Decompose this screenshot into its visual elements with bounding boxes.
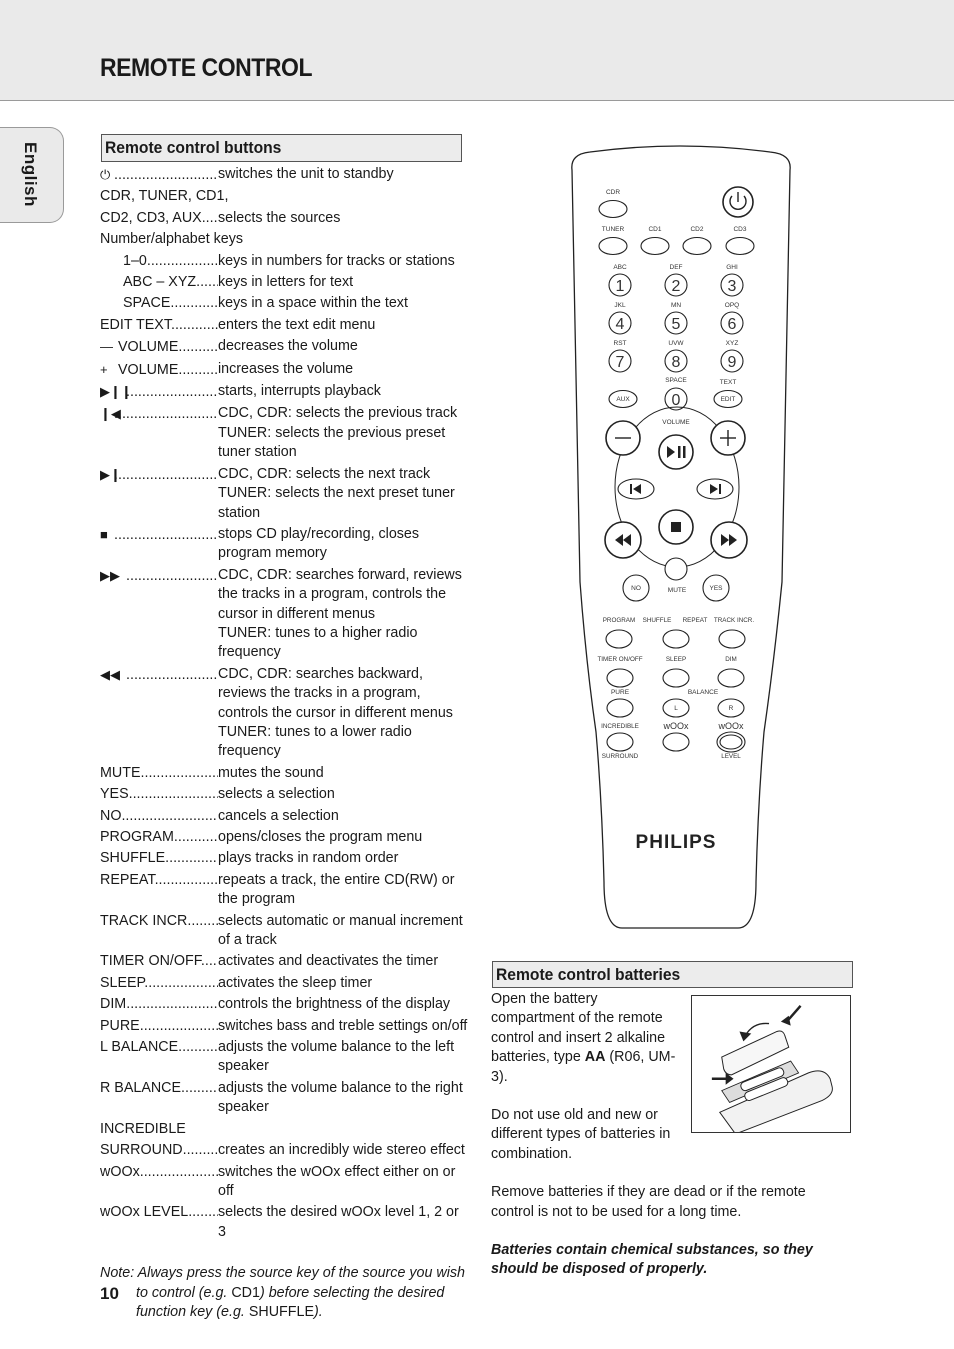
button-term-text: SURROUND <box>100 1142 183 1159</box>
incredible-surround-button <box>607 733 633 751</box>
power-icon: ⏻ <box>100 167 111 182</box>
button-row <box>100 785 470 804</box>
batteries-disposal-warning: Batteries contain chemical substances, so they should be disposed of properly. <box>491 1242 813 1278</box>
button-term <box>100 974 218 993</box>
woox-button <box>663 733 689 751</box>
pure-button <box>607 699 633 717</box>
button-term <box>100 1079 218 1118</box>
button-row <box>100 1163 470 1202</box>
previous-icon: ❙◀ <box>100 406 121 422</box>
function-label: REPEAT <box>682 617 708 624</box>
previous-icon <box>630 484 632 494</box>
woox-label: wOOx <box>718 721 744 731</box>
button-description: opens/closes the program menu <box>218 829 423 845</box>
function-label: SHUFFLE <box>642 617 672 624</box>
button-row <box>100 1038 470 1077</box>
buttons-heading-text: Remote control buttons <box>105 138 282 157</box>
button-row <box>100 337 470 357</box>
button-term-text: PURE <box>100 1017 140 1034</box>
play-pause-icon <box>683 446 686 458</box>
button-description: CDC, CDR: selects the next track TUNER: selects the next preset tuner station <box>218 465 455 521</box>
button-description: decreases the volume <box>218 338 358 355</box>
button-term-text: DIM <box>100 996 127 1013</box>
button-description: selects the desired wOOx level 1, 2 or 3 <box>218 1204 459 1240</box>
remote-control-illustration <box>560 142 800 932</box>
button-row <box>100 566 470 663</box>
key-digit: 8 <box>671 354 681 371</box>
button-term <box>100 828 218 847</box>
button-row <box>100 995 470 1014</box>
button-description: switches the wOOx effect either on or off <box>218 1163 456 1199</box>
button-term <box>100 1203 218 1242</box>
button-term <box>100 465 218 523</box>
button-description: plays tracks in random order <box>218 850 399 867</box>
button-row <box>100 1079 470 1118</box>
button-description: stops CD play/recording, closes program memory <box>218 525 420 562</box>
button-row <box>100 165 470 185</box>
button-term <box>100 165 218 185</box>
button-term-text: L BALANCE <box>100 1039 179 1056</box>
function-label: TIMER ON/OFF <box>597 656 643 663</box>
button-row <box>100 828 470 847</box>
button-term-text: SPACE <box>123 295 171 312</box>
button-row <box>100 1017 470 1036</box>
button-term-text: TRACK INCR. <box>100 912 192 929</box>
button-row <box>100 849 470 868</box>
next-icon: ▶❙ <box>100 466 121 482</box>
source-button-cd1 <box>641 238 669 255</box>
source-label: TUNER <box>601 226 625 233</box>
key-digit: 0 <box>671 392 681 409</box>
batteries-section-heading <box>492 961 853 988</box>
button-term <box>100 294 218 313</box>
source-button-cd3 <box>726 238 754 255</box>
button-term <box>100 952 218 971</box>
button-term <box>100 912 218 951</box>
function-label: TRACK INCR. <box>713 617 755 624</box>
button-description: switches the unit to standby <box>218 166 394 182</box>
button-description: selects automatic or manual increment of a track <box>218 912 463 949</box>
key-digit: 2 <box>671 278 681 295</box>
function-button-0 <box>607 669 633 687</box>
key-digit: 4 <box>615 316 625 333</box>
button-description: mutes the sound <box>218 764 324 781</box>
key-letters: ABC <box>613 264 627 271</box>
function-button-1 <box>663 669 689 687</box>
philips-logo: PHILIPS <box>635 832 717 853</box>
button-term <box>100 525 218 564</box>
button-term-text: TIMER ON/OFF <box>100 953 201 970</box>
button-term-text: R BALANCE <box>100 1079 182 1096</box>
button-term <box>100 404 218 462</box>
button-term-text: Number/alphabet keys <box>100 231 244 248</box>
button-term <box>100 337 218 357</box>
program-button <box>606 630 632 648</box>
button-term <box>100 785 218 804</box>
minus-icon: — <box>100 339 113 355</box>
button-description: keys in letters for text <box>218 274 354 291</box>
button-description: creates an incredibly wide stereo effect <box>218 1142 465 1159</box>
page-number: 10 <box>100 1284 119 1303</box>
batteries-heading-text: Remote control batteries <box>496 965 681 984</box>
pure-label: PURE <box>610 689 630 696</box>
button-row <box>100 273 470 292</box>
button-term-text: SHUFFLE <box>100 850 166 867</box>
play-pause-button <box>659 435 693 469</box>
button-row <box>100 525 470 564</box>
key-digit: 6 <box>727 316 737 333</box>
language-tab-label: English <box>21 142 40 207</box>
language-tab <box>0 127 64 223</box>
button-row <box>100 209 470 228</box>
cdr-button <box>599 201 627 218</box>
button-row <box>100 294 470 313</box>
source-label: CD3 <box>733 226 747 233</box>
button-term <box>100 566 218 663</box>
buttons-section-heading <box>101 134 462 162</box>
button-term-text: YES <box>100 786 129 803</box>
button-term <box>100 1017 218 1036</box>
button-term-text: CDR, TUNER, CD1, <box>100 188 229 205</box>
key-letters: DEF <box>669 264 683 271</box>
button-description: controls the brightness of the display <box>218 996 451 1013</box>
button-term <box>100 360 218 380</box>
key-digit: 1 <box>615 278 625 295</box>
key-letters: MN <box>670 302 682 309</box>
plus-icon: + <box>100 361 108 377</box>
button-term-text: INCREDIBLE <box>100 1120 186 1137</box>
next-icon <box>719 484 721 494</box>
button-row <box>100 764 470 783</box>
button-term <box>100 1163 218 1202</box>
button-description: selects the sources <box>218 209 341 226</box>
balance-label: BALANCE <box>687 689 719 696</box>
key-letters: UVW <box>668 340 684 347</box>
button-row <box>100 974 470 993</box>
button-row <box>100 912 470 951</box>
header-band <box>0 0 954 101</box>
stop-icon <box>671 522 681 532</box>
button-term-text: wOOx <box>100 1163 140 1180</box>
button-description: keys in numbers for tracks or stations <box>218 252 455 269</box>
button-term <box>100 230 243 249</box>
batteries-instruction: Open the battery compartment of the remote control and insert 2 alkaline batteries, type AA (R06, UM-3). <box>491 991 676 1085</box>
volume-label: VOLUME <box>662 419 690 426</box>
function-button-2 <box>718 669 744 687</box>
button-term <box>100 807 218 826</box>
button-term <box>100 1141 218 1160</box>
button-term <box>100 995 218 1014</box>
button-term <box>100 871 218 910</box>
button-description: switches bass and treble settings on/off <box>218 1017 468 1034</box>
key-letters: OPQ <box>724 302 740 309</box>
space-label: SPACE <box>665 377 687 384</box>
button-row <box>100 665 470 762</box>
button-row <box>100 1120 470 1139</box>
shuffle-repeat-button <box>663 630 689 648</box>
button-term-text: ABC – XYZ <box>123 274 197 291</box>
stop-icon: ■ <box>100 526 108 542</box>
button-term <box>100 252 218 271</box>
woox-label: wOOx <box>663 721 689 731</box>
battery-insertion-illustration <box>691 995 851 1133</box>
incredible-label: INCREDIBLE <box>601 723 639 730</box>
rewind-icon: ◀◀ <box>100 666 120 682</box>
button-row <box>100 1203 470 1242</box>
button-row <box>100 952 470 971</box>
button-term <box>100 382 218 402</box>
source-button-tuner <box>599 238 627 255</box>
woox-level-button-inner <box>720 735 742 749</box>
button-description: repeats a track, the entire CD(RW) or the program <box>218 871 455 908</box>
button-term-text: wOOx LEVEL <box>100 1204 189 1221</box>
button-description: cancels a selection <box>218 807 339 824</box>
button-term-text: PROGRAM <box>100 829 174 845</box>
button-row <box>100 252 470 271</box>
track-incr-button <box>719 630 745 648</box>
button-row <box>100 360 470 380</box>
button-term-text: SLEEP <box>100 974 145 991</box>
button-row <box>100 1141 470 1160</box>
source-key-note: Note: Always press the source key of the source you wish to control (e.g. CD1) before selecting the desired function key (e.g. SHUFFLE). <box>100 1265 466 1320</box>
batteries-removal-advice: Remove batteries if they are dead or if the remote control is not to be used for a long time. <box>491 1184 806 1220</box>
button-description: activates the sleep timer <box>218 974 373 991</box>
fast-forward-icon: ▶▶ <box>100 567 120 583</box>
mute-button <box>665 558 687 580</box>
button-term-text: VOLUME <box>117 361 179 378</box>
button-row <box>100 230 470 249</box>
function-label: DIM <box>725 656 737 663</box>
button-row <box>100 382 470 402</box>
button-term-text: 1–0 <box>123 252 147 269</box>
key-letters: RST <box>613 340 627 347</box>
source-button-cd2 <box>683 238 711 255</box>
button-description: adjusts the volume balance to the left speaker <box>218 1039 455 1075</box>
source-label: CD2 <box>690 226 704 233</box>
function-label: SLEEP <box>665 656 687 663</box>
button-term <box>100 187 228 206</box>
button-row <box>100 871 470 910</box>
key-digit: 7 <box>615 354 625 371</box>
button-term-text: REPEAT <box>100 871 155 888</box>
button-description: enters the text edit menu <box>218 316 376 333</box>
button-term-text: VOLUME <box>117 339 179 356</box>
key-digit: 9 <box>727 354 737 371</box>
button-description: adjusts the volume balance to the right speaker <box>218 1079 463 1116</box>
aux-label: AUX <box>616 396 630 403</box>
button-description: increases the volume <box>218 360 354 377</box>
key-digit: 3 <box>727 278 737 295</box>
surround-label: SURROUND <box>601 753 639 760</box>
key-letters: XYZ <box>725 340 739 347</box>
button-description: starts, interrupts playback <box>218 383 381 400</box>
button-term-text: CD2, CD3, AUX <box>100 209 202 226</box>
button-term <box>100 849 218 868</box>
button-row <box>100 404 470 462</box>
button-description: CDC, CDR: searches backward, reviews the tracks in a program, controls the cursor in different menus TUNER: tunes to a lower radio frequency <box>218 665 453 760</box>
button-term <box>100 1120 186 1139</box>
button-description: CDC, CDR: selects the previous track TUNER: selects the previous preset tuner station <box>218 405 458 461</box>
button-row <box>100 187 470 206</box>
button-term <box>100 316 218 335</box>
key-letters: JKL <box>614 302 626 309</box>
key-letters: GHI <box>726 264 738 271</box>
batteries-mix-warning: Do not use old and new or different types of batteries in combination. <box>491 1107 671 1162</box>
button-row <box>100 316 470 335</box>
function-label: PROGRAM <box>602 617 636 624</box>
button-term <box>100 665 218 762</box>
button-term <box>100 273 218 292</box>
button-row <box>100 465 470 523</box>
button-term <box>100 764 218 783</box>
button-row <box>100 807 470 826</box>
button-description: selects a selection <box>218 786 335 803</box>
r-label: R <box>728 705 734 712</box>
page-title: REMOTE CONTROL <box>100 54 313 82</box>
source-label: CDR <box>605 189 621 196</box>
button-description: CDC, CDR: searches forward, reviews the tracks in a program, controls the cursor in different menus TUNER: tunes to a higher radio frequency <box>218 566 462 661</box>
l-label: L <box>674 705 678 712</box>
button-term <box>100 1038 218 1077</box>
play-pause-icon: ▶❙❙ <box>100 384 132 400</box>
button-term-text: MUTE <box>100 764 141 781</box>
source-label: CD1 <box>648 226 662 233</box>
yes-label: YES <box>709 585 723 592</box>
key-digit: 5 <box>671 316 681 333</box>
mute-label: MUTE <box>667 587 687 594</box>
button-description: activates and deactivates the timer <box>218 953 439 970</box>
button-term <box>100 209 218 228</box>
button-description: keys in a space within the text <box>218 295 408 312</box>
text-label: TEXT <box>719 379 737 386</box>
button-description-list <box>100 165 470 1322</box>
play-pause-icon <box>678 446 681 458</box>
button-term-text: NO <box>100 807 122 824</box>
level-label: LEVEL <box>721 753 741 760</box>
no-label: NO <box>631 585 641 592</box>
button-term-text: EDIT TEXT <box>100 316 171 333</box>
edit-label: EDIT <box>720 396 736 403</box>
